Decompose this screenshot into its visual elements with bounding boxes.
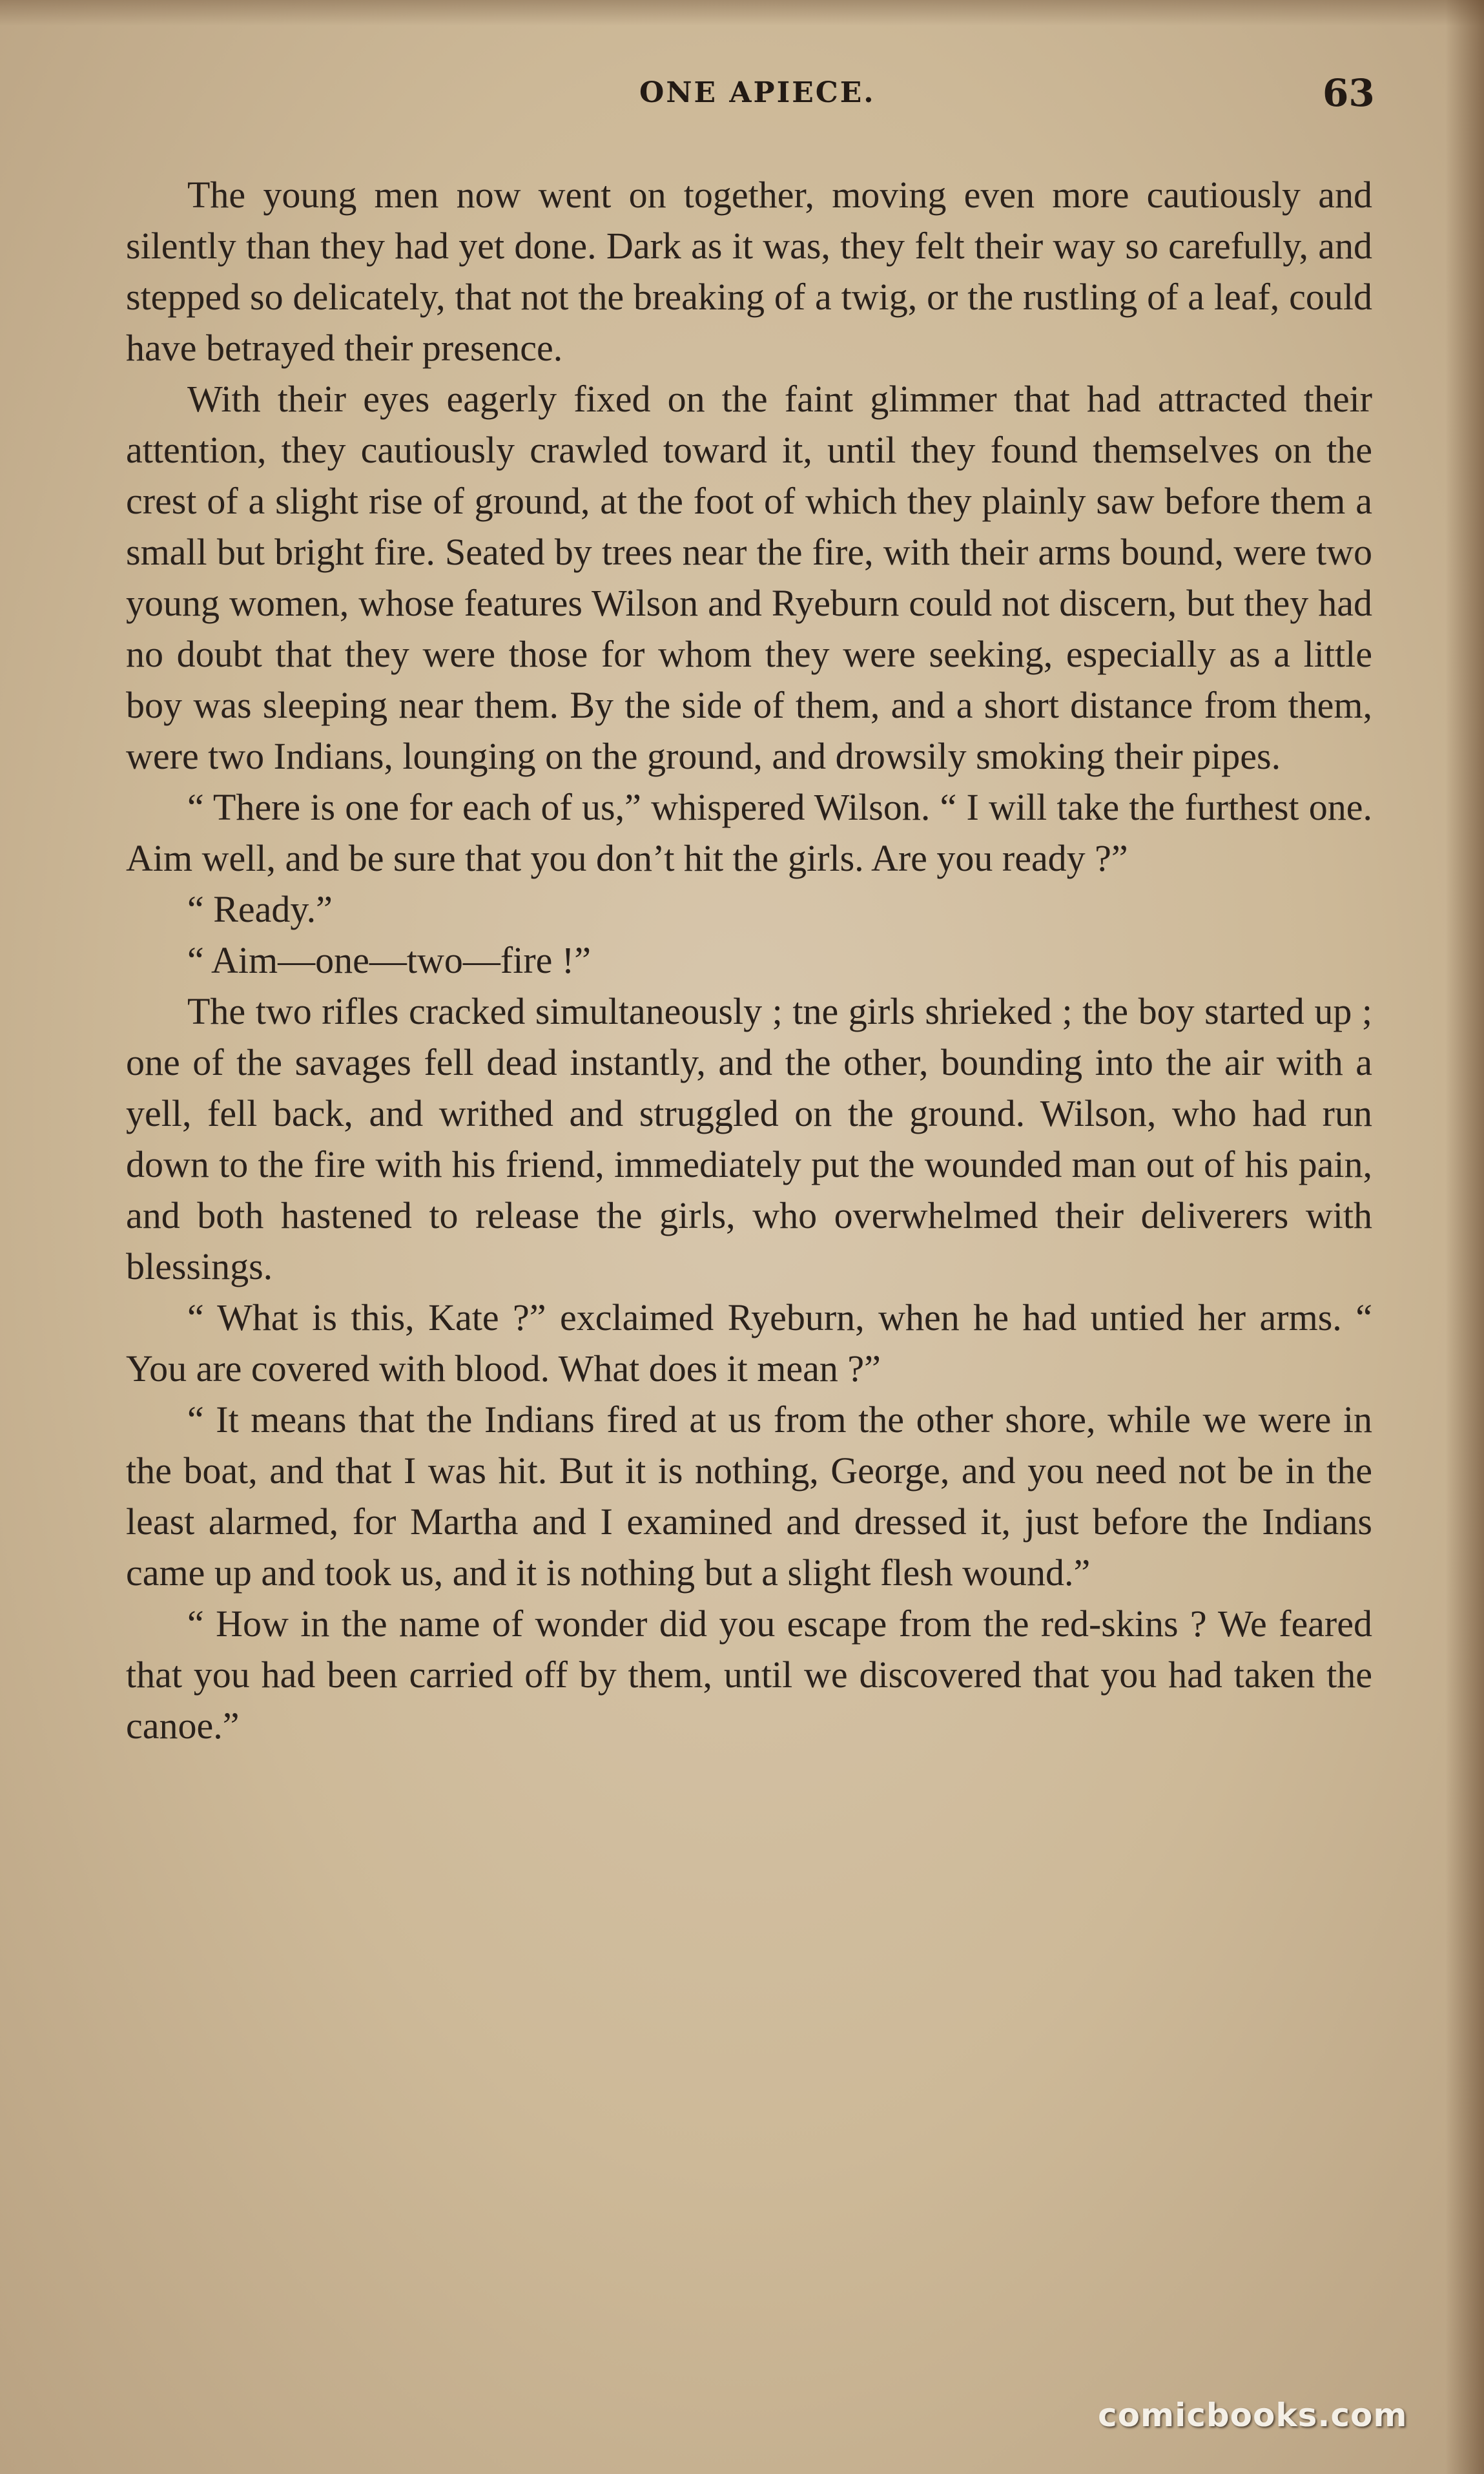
page-top-shadow bbox=[0, 0, 1484, 26]
running-head bbox=[0, 71, 1484, 128]
body-text bbox=[126, 169, 1372, 1751]
paragraph: “ What is this, Kate ?” exclaimed Ryeburn, when he had untied her arms. “ You are covered with blood. What does it mean ?” bbox=[126, 1296, 1372, 1389]
paragraph: The two rifles cracked simultaneously ; tne girls shrieked ; the boy started up ; one of the savages fell dead instantly, and the other, bounding into the air with a yell, fell back, and writhed and struggled on the ground. Wilson, who had run down to the fire with his friend, immediately put the wounded man out of his pain, and both hastened to release the girls, who overwhelmed their deliverers with blessings. bbox=[126, 990, 1372, 1287]
paragraph: “ There is one for each of us,” whispered Wilson. “ I will take the furthest one. Aim well, and be sure that you don’t hit the girls. Are you ready ?” bbox=[126, 786, 1372, 879]
paragraph: “ It means that the Indians fired at us from the other shore, while we were in the boat, and that I was hit. But it is nothing, George, and you need not be in the least alarmed, for Martha and I examined and dressed it, just before the Indians came up and took us, and it is nothing but a slight flesh wound.” bbox=[126, 1398, 1372, 1594]
paragraph: “ Ready.” bbox=[187, 888, 333, 930]
paragraph: “ Aim—one—two—fire !” bbox=[187, 939, 591, 981]
paragraph: With their eyes eagerly fixed on the faint glimmer that had attracted their attention, they cautiously crawled toward it, until they found themselves on the crest of a slight rise of ground, at the foot of which they plainly saw before them a small but bright fire. Seated by trees near the fire, with their arms bound, were two young women, whose features Wilson and Ryeburn could not discern, but they had no doubt that they were those for whom they were seeking, especially as a little boy was sleeping near them. By the side of them, and a short distance from them, were two Indians, lounging on the ground, and drowsily smoking their pipes. bbox=[126, 378, 1372, 777]
running-title: ONE APIECE. bbox=[639, 76, 876, 109]
paragraph: The young men now went on together, moving even more cautiously and silently than they had yet done. Dark as it was, they felt their way so carefully, and stepped so delicately, that not the breaking of a twig, or the rustling of a leaf, could have betrayed their presence. bbox=[126, 174, 1372, 369]
page-number: 63 bbox=[1323, 71, 1375, 115]
watermark: comicbooks.com bbox=[1098, 2396, 1408, 2434]
page-right-shadow bbox=[1445, 0, 1484, 2474]
paragraph: “ How in the name of wonder did you escape from the red-skins ? We feared that you had been carried off by them, until we discovered that you had taken the canoe.” bbox=[126, 1603, 1372, 1747]
